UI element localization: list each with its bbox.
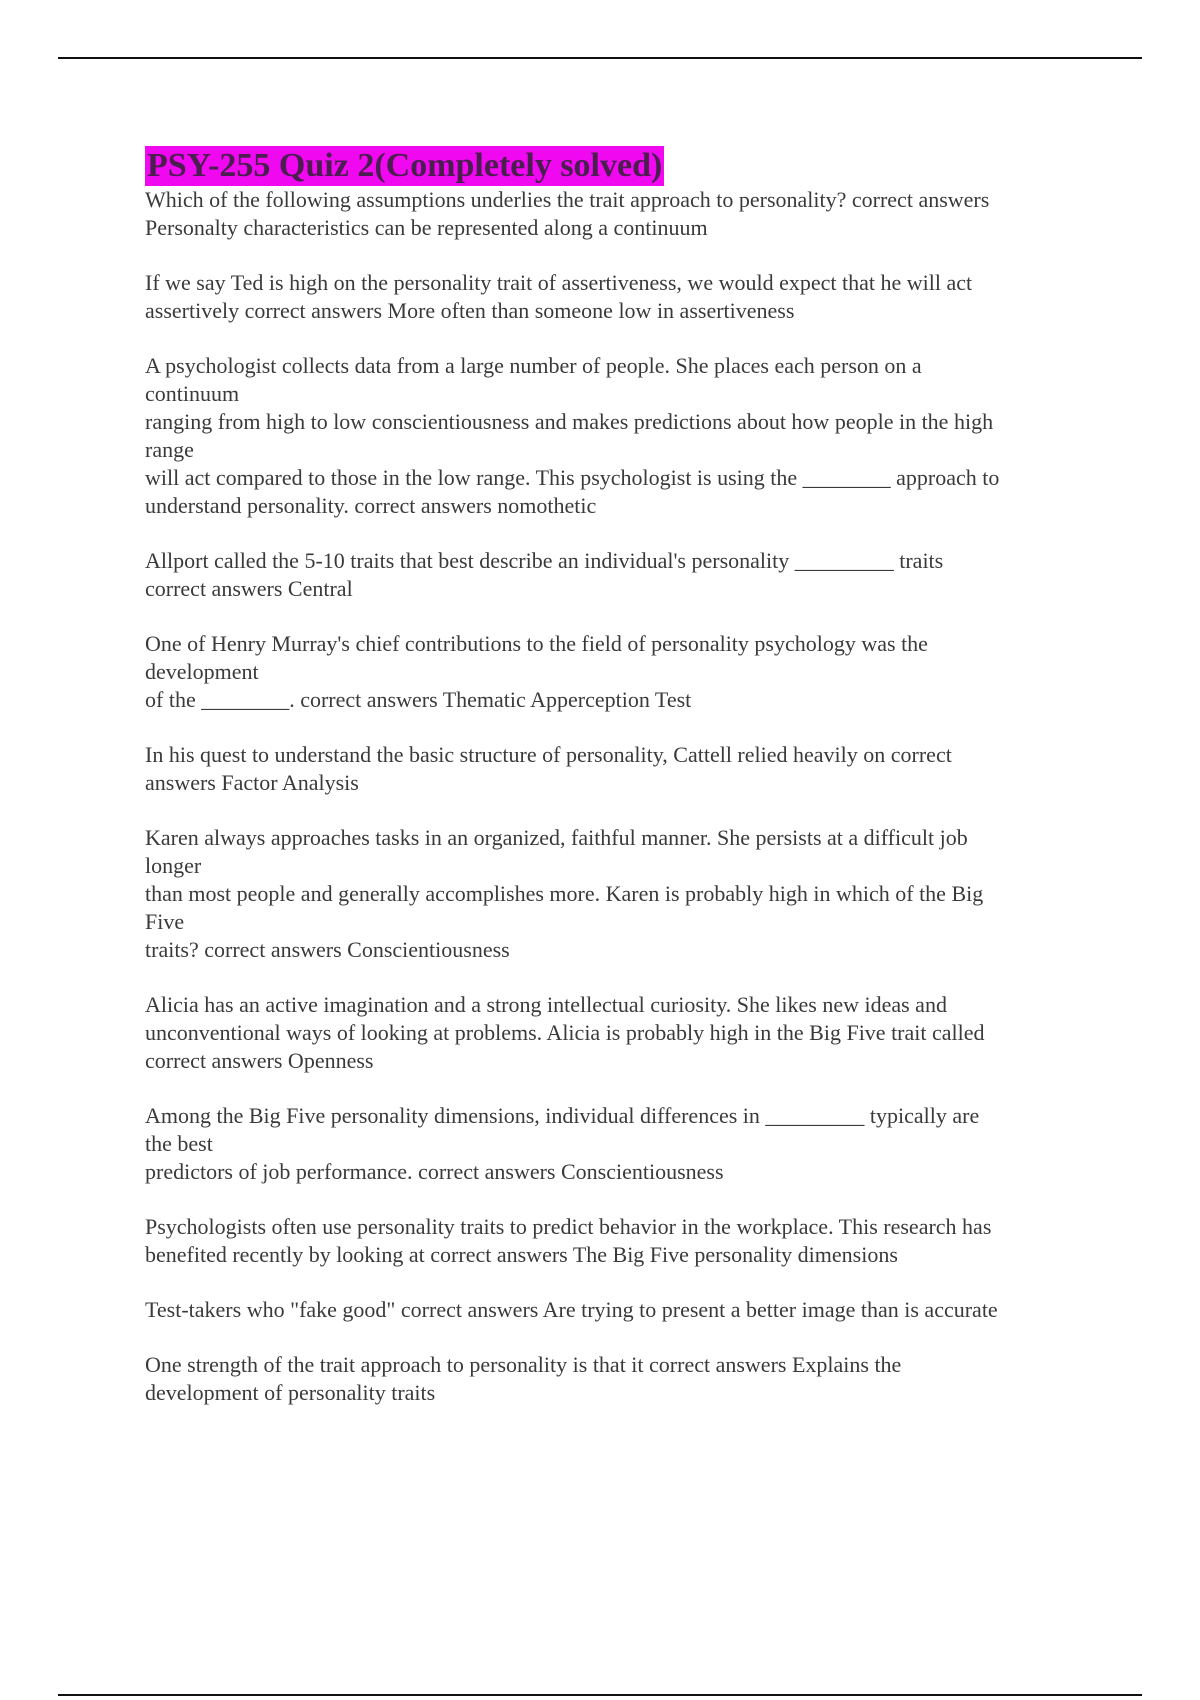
qa-text-line: predictors of job performance. correct answers Conscientiousness: [145, 1159, 724, 1184]
qa-item: [145, 186, 1090, 242]
qa-text-line: correct answers Openness: [145, 1048, 374, 1073]
bottom-rule: [58, 1694, 1142, 1696]
qa-text-line: If we say Ted is high on the personality trait of assertiveness, we would expect that he will act: [145, 270, 973, 295]
qa-item: [145, 547, 1090, 603]
qa-text-line: Psychologists often use personality traits to predict behavior in the workplace. This research has: [145, 1214, 992, 1239]
qa-text-line: Personalty characteristics can be represented along a continuum: [145, 215, 708, 240]
document-body: [145, 146, 1090, 1434]
qa-text-line: benefited recently by looking at correct answers The Big Five personality dimensions: [145, 1242, 898, 1267]
qa-text-line: range: [145, 437, 194, 462]
qa-text-line: In his quest to understand the basic structure of personality, Cattell relied heavily on correct: [145, 742, 952, 767]
document-title: PSY-255 Quiz 2(Completely solved): [147, 147, 663, 184]
qa-text-line: Five: [145, 909, 185, 934]
qa-text-line: than most people and generally accomplishes more. Karen is probably high in which of the Big: [145, 881, 984, 906]
qa-text-line: Allport called the 5-10 traits that best describe an individual's personality _________ traits: [145, 548, 944, 573]
qa-text-line: Which of the following assumptions underlies the trait approach to personality? correct answers: [145, 187, 990, 212]
qa-item: [145, 991, 1090, 1075]
qa-text-line: the best: [145, 1131, 213, 1156]
qa-text-line: One of Henry Murray's chief contributions to the field of personality psychology was the: [145, 631, 928, 656]
qa-list: [145, 186, 1090, 1407]
qa-item: [145, 1296, 1090, 1324]
qa-item: [145, 1213, 1090, 1269]
qa-text-line: development: [145, 659, 259, 684]
qa-text-line: traits? correct answers Conscientiousness: [145, 937, 510, 962]
qa-text-line: answers Factor Analysis: [145, 770, 359, 795]
qa-item: [145, 1351, 1090, 1407]
qa-text-line: Among the Big Five personality dimensions, individual differences in _________ typically are: [145, 1103, 980, 1128]
qa-item: [145, 269, 1090, 325]
qa-text-line: assertively correct answers More often than someone low in assertiveness: [145, 298, 795, 323]
title-block: [145, 146, 1090, 186]
qa-item: [145, 1102, 1090, 1186]
qa-text-line: A psychologist collects data from a large number of people. She places each person on a: [145, 353, 922, 378]
qa-item: [145, 824, 1090, 964]
qa-text-line: development of personality traits: [145, 1380, 436, 1405]
qa-item: [145, 630, 1090, 714]
qa-text-line: Test-takers who "fake good" correct answers Are trying to present a better image than is accurate: [145, 1297, 998, 1322]
qa-text-line: of the ________. correct answers Thematic Apperception Test: [145, 687, 692, 712]
qa-text-line: longer: [145, 853, 202, 878]
qa-text-line: will act compared to those in the low range. This psychologist is using the ________ approach to: [145, 465, 1000, 490]
qa-item: [145, 741, 1090, 797]
qa-text-line: understand personality. correct answers nomothetic: [145, 493, 597, 518]
qa-text-line: continuum: [145, 381, 240, 406]
qa-text-line: ranging from high to low conscientiousness and makes predictions about how people in the high: [145, 409, 994, 434]
qa-item: [145, 352, 1090, 520]
qa-text-line: correct answers Central: [145, 576, 353, 601]
top-rule: [58, 57, 1142, 59]
qa-text-line: One strength of the trait approach to personality is that it correct answers Explains the: [145, 1352, 902, 1377]
qa-text-line: Alicia has an active imagination and a strong intellectual curiosity. She likes new ideas and: [145, 992, 947, 1017]
qa-text-line: unconventional ways of looking at problems. Alicia is probably high in the Big Five trait called: [145, 1020, 985, 1045]
qa-text-line: Karen always approaches tasks in an organized, faithful manner. She persists at a difficult job: [145, 825, 968, 850]
